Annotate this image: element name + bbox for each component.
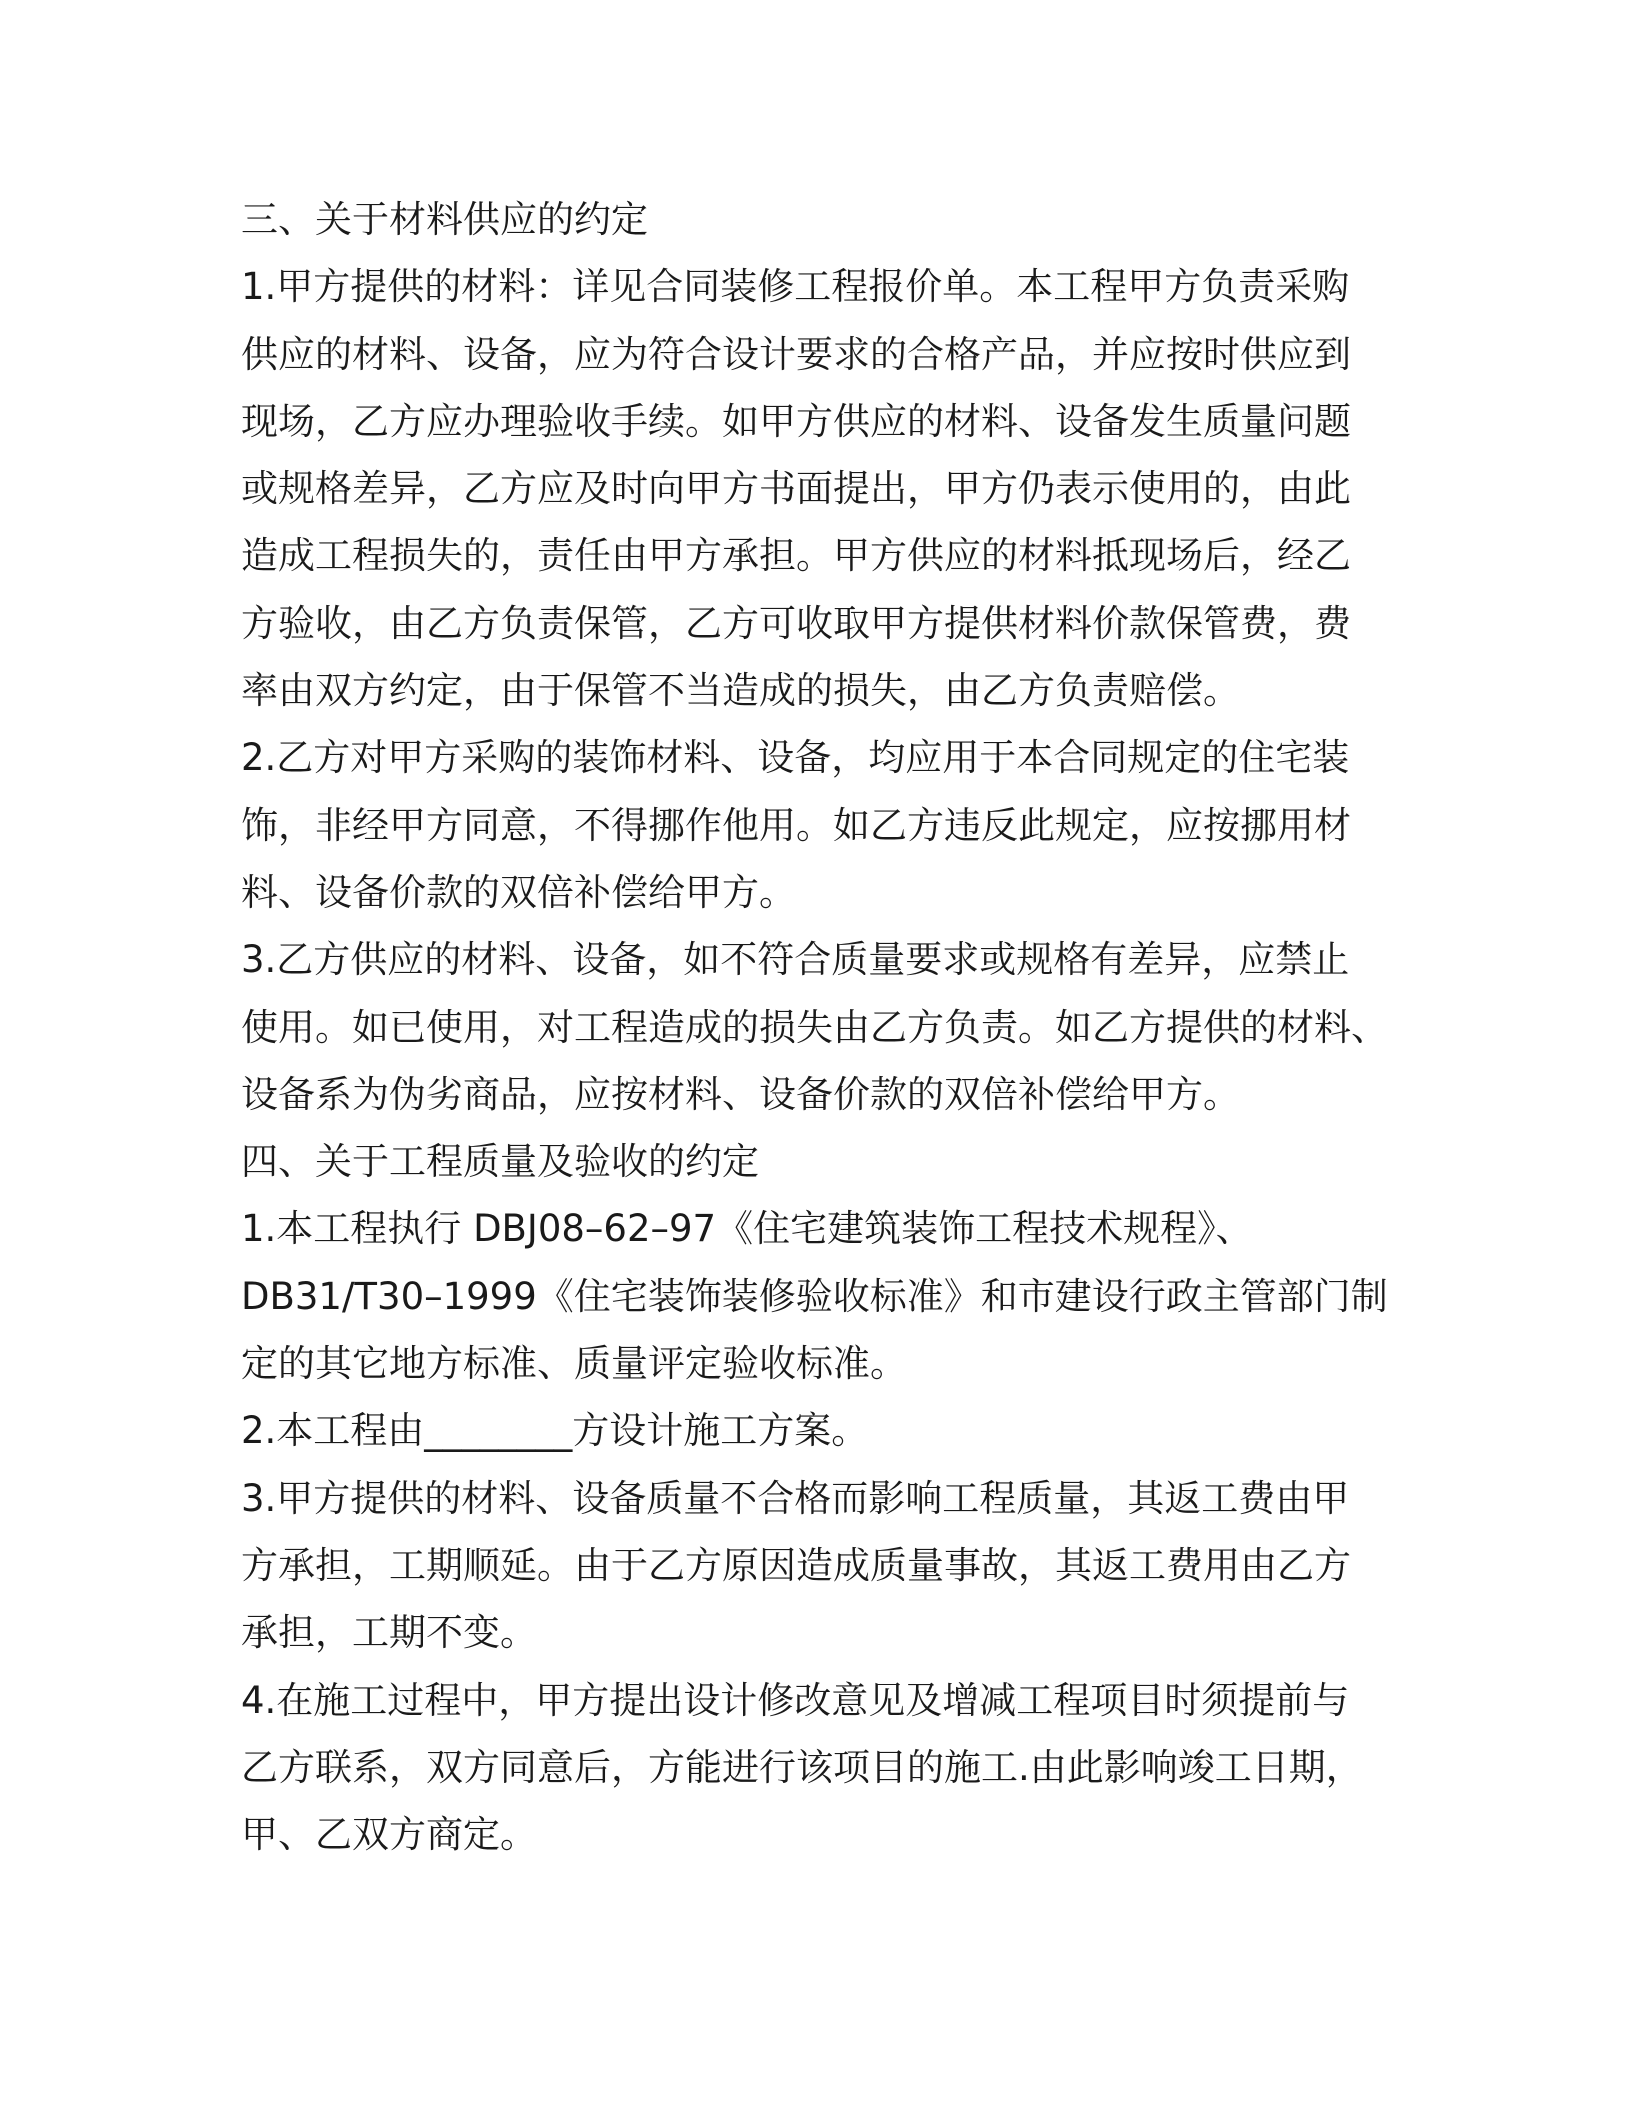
paragraph-line: 方承担，工期顺延。由于乙方原因造成质量事故，其返工费用由乙方 xyxy=(241,1543,1351,1587)
paragraph-line: 率由双方约定，由于保管不当造成的损失，由乙方负责赔偿。 xyxy=(241,669,1240,713)
paragraph-line: 2.乙方对甲方采购的装饰材料、设备，均应用于本合同规定的住宅装 xyxy=(241,736,1350,780)
paragraph-line: 乙方联系，双方同意后，方能进行该项目的施工.由此影响竣工日期， xyxy=(241,1745,1363,1789)
paragraph-line: 3.乙方供应的材料、设备，如不符合质量要求或规格有差异，应禁止 xyxy=(241,938,1350,982)
paragraph-line: 3.甲方提供的材料、设备质量不合格而影响工程质量，其返工费由甲 xyxy=(241,1476,1350,1520)
paragraph-line: 承担，工期不变。 xyxy=(241,1611,537,1655)
paragraph-line: 现场，乙方应办理验收手续。如甲方供应的材料、设备发生质量问题 xyxy=(241,399,1351,443)
paragraph-line: 定的其它地方标准、质量评定验收标准。 xyxy=(241,1342,907,1386)
paragraph-line: 或规格差异，乙方应及时向甲方书面提出，甲方仍表示使用的，由此 xyxy=(241,467,1351,511)
paragraph-line: 造成工程损失的，责任由甲方承担。甲方供应的材料抵现场后，经乙 xyxy=(241,534,1351,578)
section-heading-materials: 三、关于材料供应的约定 xyxy=(241,198,648,241)
section-heading-quality: 四、关于工程质量及验收的约定 xyxy=(241,1140,759,1184)
paragraph-line: 2.本工程由________方设计施工方案。 xyxy=(241,1409,869,1453)
paragraph-line: 方验收，由乙方负责保管，乙方可收取甲方提供材料价款保管费，费 xyxy=(241,601,1351,645)
paragraph-line: 4.在施工过程中，甲方提出设计修改意见及增减工程项目时须提前与 xyxy=(241,1678,1350,1722)
paragraph-line: 料、设备价款的双倍补偿给甲方。 xyxy=(241,870,796,914)
paragraph-line: 饰，非经甲方同意，不得挪作他用。如乙方违反此规定，应按挪用材 xyxy=(241,803,1351,847)
paragraph-line: 甲、乙双方商定。 xyxy=(241,1813,537,1857)
paragraph-line: DB31/T30–1999《住宅装饰装修验收标准》和市建设行政主管部门制 xyxy=(241,1274,1388,1318)
document-page xyxy=(241,186,1411,1868)
paragraph-line: 1.本工程执行 DBJ08–62–97《住宅建筑装饰工程技术规程》、 xyxy=(241,1207,1253,1251)
paragraph-line: 设备系为伪劣商品，应按材料、设备价款的双倍补偿给甲方。 xyxy=(241,1072,1240,1116)
paragraph-line: 使用。如已使用，对工程造成的损失由乙方负责。如乙方提供的材料、 xyxy=(241,1005,1388,1049)
paragraph-line: 供应的材料、设备，应为符合设计要求的合格产品，并应按时供应到 xyxy=(241,332,1351,376)
paragraph-line: 1.甲方提供的材料：详见合同装修工程报价单。本工程甲方负责采购 xyxy=(241,265,1350,309)
